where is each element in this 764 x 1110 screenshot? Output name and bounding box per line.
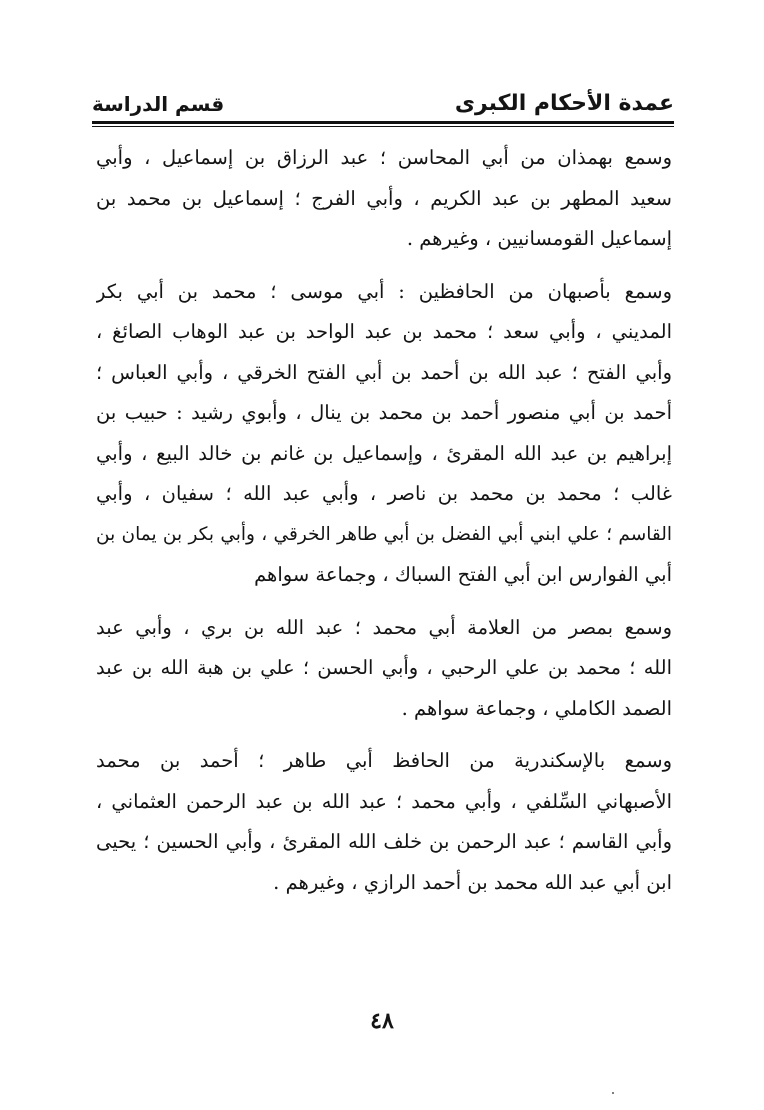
text-line: غالب ؛ محمد بن محمد بن ناصر ، وأبي عبد الله ؛ سفيان ، وأبي	[96, 482, 672, 505]
section-title: قسم الدراسة	[92, 92, 225, 116]
body-text	[96, 138, 672, 903]
text-line: وأبي الفتح ؛ عبد الله بن أحمد بن أبي الفتح الخرقي ، وأبي العباس ؛	[96, 360, 672, 384]
paragraph-isfahan	[96, 272, 672, 596]
text-line: وسمع بأصبهان من الحافظين : أبي موسى ؛ محمد بن أبي بكر	[96, 279, 672, 303]
text-line: الأصبهاني السِّلفي ، وأبي محمد ؛ عبد الله بن عبد الرحمن العثماني ،	[96, 789, 672, 813]
running-header	[92, 88, 674, 122]
paragraph-gap	[96, 596, 672, 608]
text-line: المديني ، وأبي سعد ؛ محمد بن عبد الواحد بن عبد الوهاب الصائغ ،	[96, 320, 672, 343]
text-line: سعيد المطهر بن عبد الكريم ، وأبي الفرج ؛ إسماعيل بن محمد بن	[96, 186, 672, 210]
text-line: إسماعيل القومسانيين ، وغيرهم .	[406, 227, 672, 250]
text-line: وسمع بهمذان من أبي المحاسن ؛ عبد الرزاق بن إسماعيل ، وأبي	[96, 146, 672, 169]
text-line: وسمع بمصر من العلامة أبي محمد ؛ عبد الله بن بري ، وأبي عبد	[96, 615, 672, 639]
text-line: أحمد بن أبي منصور أحمد بن محمد بن ينال ، وأبوي رشيد : حبيب بن	[96, 401, 672, 424]
text-line: ابن أبي عبد الله محمد بن أحمد الرازي ، وغيرهم .	[273, 870, 672, 894]
text-line: القاسم ؛ علي ابني أبي الفضل بن أبي طاهر الخرقي ، وأبي بكر بن يمان بن	[96, 523, 672, 545]
paragraph-alexandria	[96, 741, 672, 903]
book-title: عمدة الأحكام الكبرى	[454, 91, 674, 116]
paragraph-hamadhan	[96, 138, 672, 260]
paragraph-gap	[96, 260, 672, 272]
text-line: الصمد الكاملي ، وجماعة سواهم .	[401, 696, 672, 720]
paragraph-egypt	[96, 608, 672, 730]
text-line: الله ؛ محمد بن علي الرحبي ، وأبي الحسن ؛ علي بن هبة الله بن عبد	[96, 656, 672, 679]
scan-speck	[612, 1092, 614, 1094]
paragraph-gap	[96, 729, 672, 741]
header-rule-thin	[92, 126, 674, 127]
page-number: ٤٨	[370, 1008, 394, 1034]
text-line: وأبي القاسم ؛ عبد الرحمن بن خلف الله المقرئ ، وأبي الحسين ؛ يحيى	[96, 830, 672, 853]
text-line: إبراهيم بن عبد الله المقرئ ، وإسماعيل بن غانم بن خالد البيع ، وأبي	[96, 441, 672, 465]
text-line: أبي الفوارس ابن أبي الفتح السباك ، وجماعة سواهم	[254, 563, 672, 586]
header-rule-thick	[92, 121, 674, 124]
text-line: وسمع بالإسكندرية من الحافظ أبي طاهر ؛ أحمد بن محمد	[96, 749, 672, 772]
